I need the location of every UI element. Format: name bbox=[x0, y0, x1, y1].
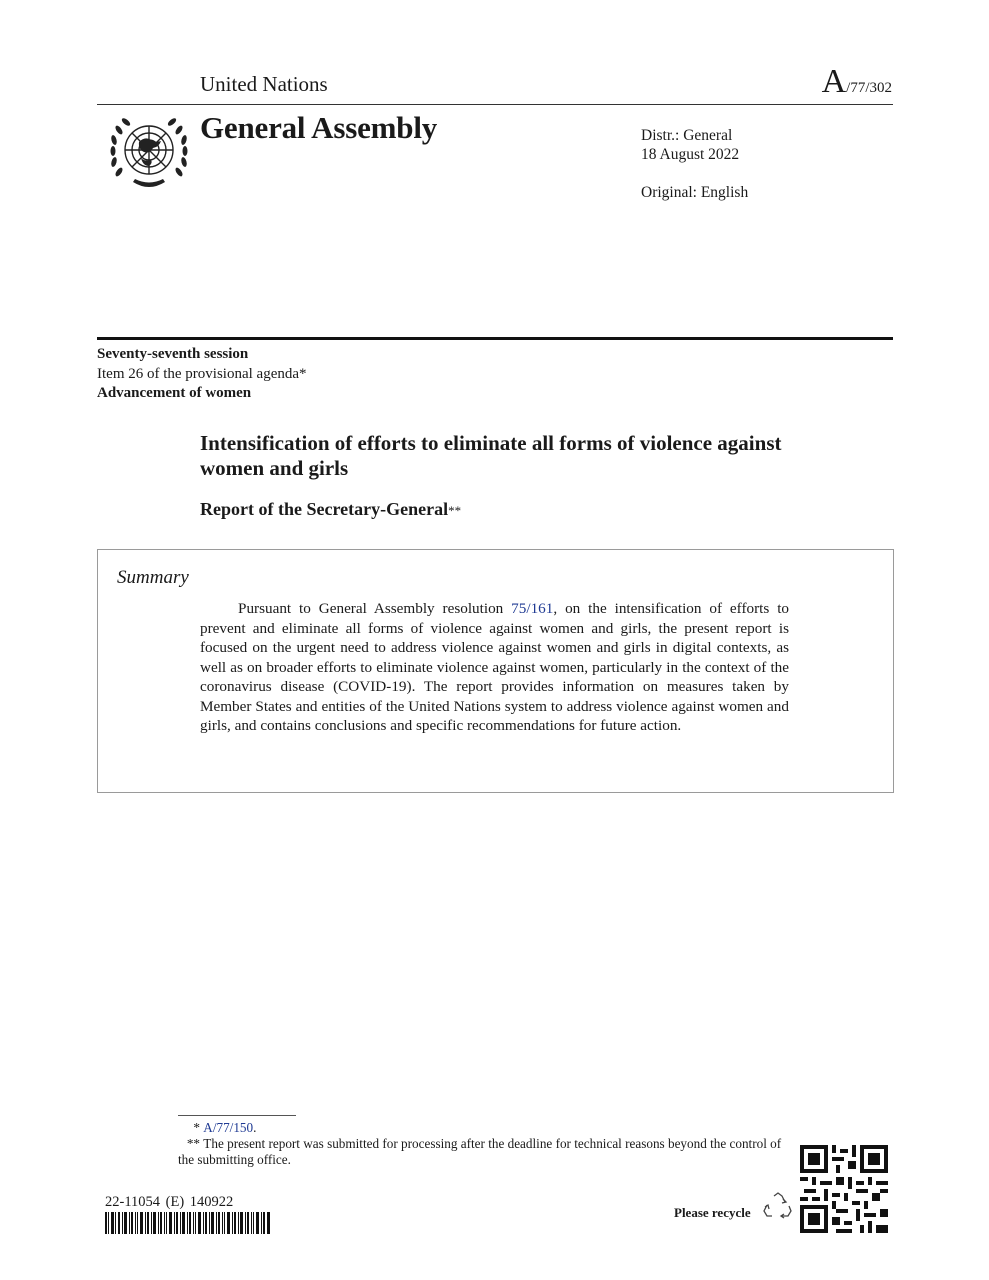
footnote-mark: ** bbox=[186, 1136, 200, 1151]
un-emblem-icon bbox=[103, 112, 195, 192]
summary-heading: Summary bbox=[117, 567, 189, 588]
issue-date: 18 August 2022 bbox=[641, 146, 740, 163]
summary-paragraph bbox=[200, 599, 789, 736]
summary-text-before: Pursuant to General Assembly resolution bbox=[238, 600, 512, 617]
footnote-mark: * bbox=[193, 1120, 200, 1135]
distribution: Distr.: General bbox=[641, 127, 733, 144]
distribution-block bbox=[641, 126, 739, 164]
barcode-icon bbox=[105, 1212, 270, 1234]
footnote-2-text: The present report was submitted for processing after the deadline for technical reasons beyond the control of the submitting office. bbox=[178, 1136, 782, 1167]
report-title: Intensification of efforts to eliminate all forms of violence against women and girls bbox=[200, 431, 782, 480]
agenda-topic: Advancement of women bbox=[97, 385, 252, 401]
agenda-item: Item 26 of the provisional agenda* bbox=[97, 365, 307, 382]
job-number: 22-11054 (E) 140922 bbox=[105, 1194, 234, 1210]
organization-name: United Nations bbox=[200, 72, 328, 96]
recycle-label: Please recycle bbox=[674, 1205, 751, 1220]
document-symbol bbox=[822, 62, 892, 108]
summary-text-after: , on the intensification of efforts to prevent and eliminate all forms of violence against women and girls, the present report is focused on the urgent need to address violence against women and girls in digital contexts, as well as on broader efforts to eliminate violence against women, particularly in the context of the coronavirus disease (COVID-19). The report provides information on measures taken by Member States and entities of the United Nations system to address violence against women and girls, and contains conclusions and specific recommendations for future action. bbox=[200, 600, 790, 734]
resolution-link[interactable]: 75/161 bbox=[511, 600, 554, 617]
footnote-rule bbox=[178, 1115, 296, 1116]
footnote-1 bbox=[178, 1120, 256, 1136]
subtitle-footnote-mark: ** bbox=[448, 503, 462, 518]
footnote-1-text: . bbox=[253, 1120, 257, 1135]
subtitle-text: Report of the Secretary-General bbox=[200, 499, 449, 519]
session-name: Seventy-seventh session bbox=[97, 346, 249, 362]
recycle-icon bbox=[762, 1190, 794, 1222]
header-rule bbox=[97, 104, 893, 105]
agenda-link[interactable]: A/77/150 bbox=[203, 1120, 254, 1135]
symbol-letter: A bbox=[821, 63, 847, 100]
symbol-number: /77/302 bbox=[846, 80, 892, 96]
report-subtitle bbox=[200, 499, 461, 520]
original-language: Original: English bbox=[641, 184, 749, 201]
session-block bbox=[97, 345, 307, 404]
qr-code-icon bbox=[800, 1145, 888, 1233]
body-name: General Assembly bbox=[200, 110, 438, 145]
session-rule bbox=[97, 337, 893, 340]
footnote-2 bbox=[178, 1136, 788, 1168]
